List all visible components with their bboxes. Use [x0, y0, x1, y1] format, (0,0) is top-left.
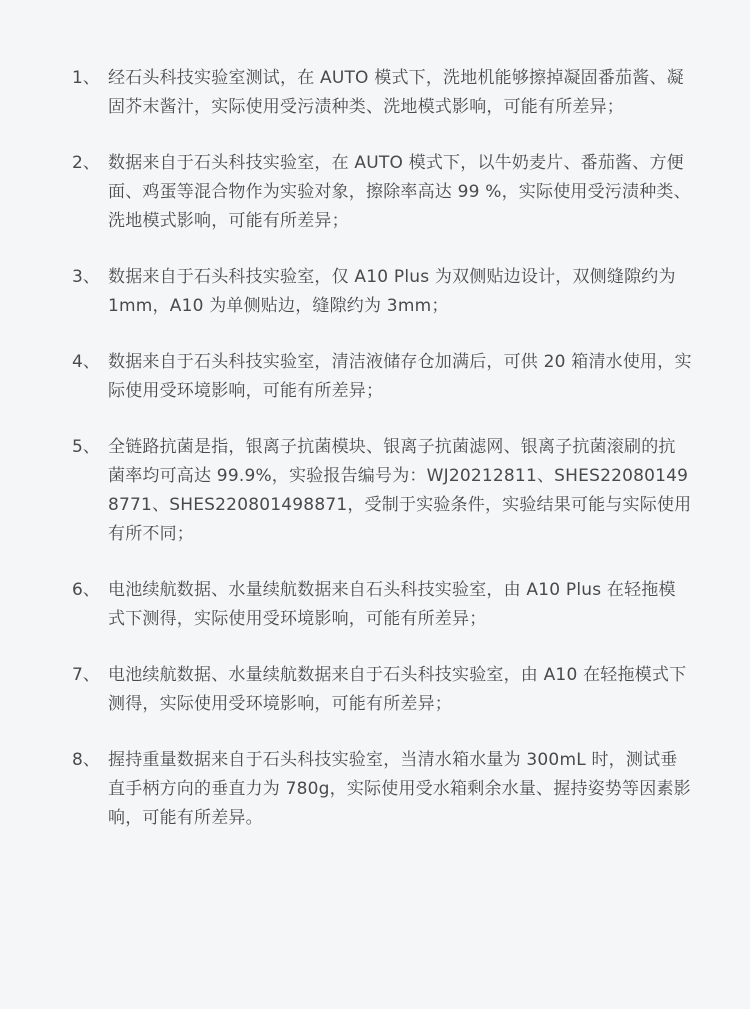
- footnotes-list: [72, 64, 692, 860]
- footnote-text: 全链路抗菌是指，银离子抗菌模块、银离子抗菌滤网、银离子抗菌滚刷的抗菌率均可高达 99.9%，实验报告编号为：WJ20212811、SHES220801498771、SHES220801498871，受制于实验条件，实验结果可能与实际使用有所不同；: [108, 437, 692, 544]
- footnote-number: 7、: [72, 665, 100, 685]
- footnote-number: 8、: [72, 750, 100, 770]
- footnote-text: 电池续航数据、水量续航数据来自石头科技实验室，由 A10 Plus 在轻拖模式下测得，实际使用受环境影响，可能有所差异；: [108, 580, 676, 629]
- footnote-item: [72, 149, 692, 236]
- footnote-text: 经石头科技实验室测试，在 AUTO 模式下，洗地机能够擦掉凝固番茄酱、凝固芥末酱汁，实际使用受污渍种类、洗地模式影响，可能有所差异；: [108, 68, 684, 117]
- footnote-item: [72, 433, 692, 549]
- footnote-number: 6、: [72, 580, 100, 600]
- footnote-item: [72, 263, 692, 321]
- footnote-item: [72, 64, 692, 122]
- footnote-text: 数据来自于石头科技实验室，清洁液储存仓加满后，可供 20 箱清水使用，实际使用受环境影响，可能有所差异；: [108, 352, 692, 401]
- footnote-text: 数据来自于石头科技实验室，在 AUTO 模式下，以牛奶麦片、番茄酱、方便面、鸡蛋等混合物作为实验对象，擦除率高达 99 %，实际使用受污渍种类、洗地模式影响，可能有所差异；: [108, 153, 691, 231]
- footnote-item: [72, 746, 692, 833]
- footnote-number: 1、: [72, 68, 100, 88]
- footnote-text: 电池续航数据、水量续航数据来自于石头科技实验室，由 A10 在轻拖模式下测得，实际使用受环境影响，可能有所差异；: [108, 665, 687, 714]
- footnote-number: 5、: [72, 437, 100, 457]
- footnote-number: 2、: [72, 153, 100, 173]
- footnote-number: 3、: [72, 267, 100, 287]
- footnote-number: 4、: [72, 352, 100, 372]
- footnote-item: [72, 348, 692, 406]
- footnote-text: 数据来自于石头科技实验室，仅 A10 Plus 为双侧贴边设计，双侧缝隙约为 1mm，A10 为单侧贴边，缝隙约为 3mm；: [108, 267, 676, 316]
- footnote-item: [72, 576, 692, 634]
- footnote-item: [72, 661, 692, 719]
- footnote-text: 握持重量数据来自于石头科技实验室，当清水箱水量为 300mL 时，测试垂直手柄方向的垂直力为 780g，实际使用受水箱剩余水量、握持姿势等因素影响，可能有所差异。: [108, 750, 691, 828]
